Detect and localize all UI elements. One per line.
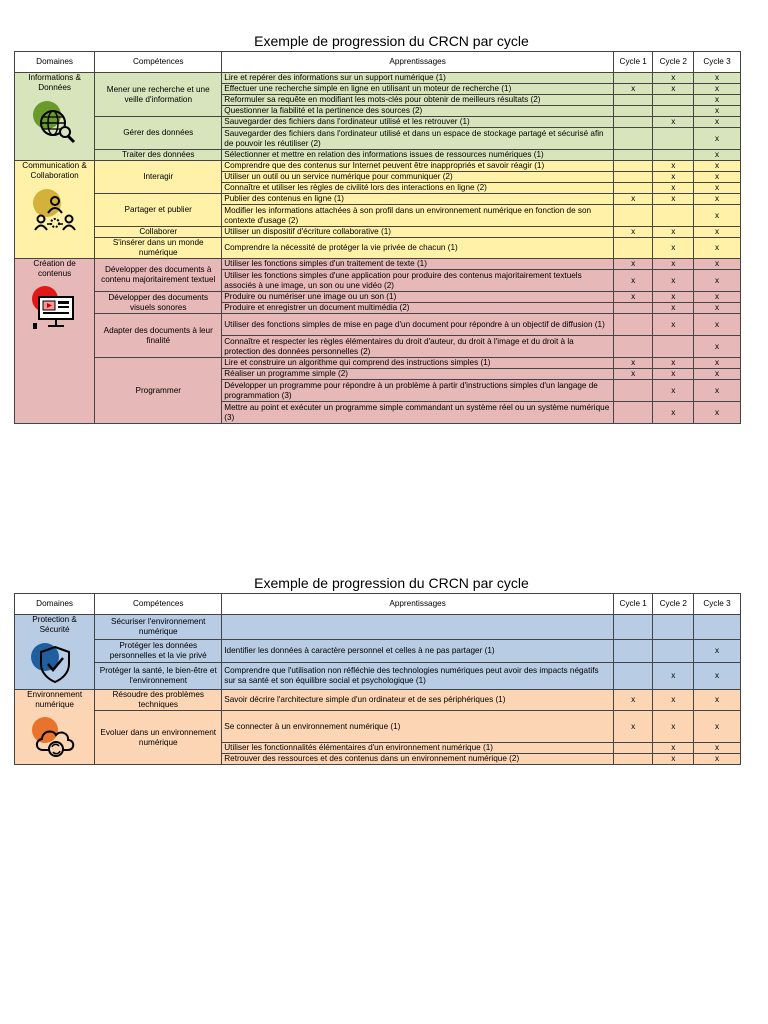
cycle3-cell: x [694, 128, 741, 150]
cycle3-cell: x [694, 172, 741, 183]
competence-cell: Mener une recherche et une veille d'information [95, 73, 222, 117]
cycle1-cell: x [613, 358, 653, 369]
apprentissage-cell: Modifier les informations attachées à son profil dans un environnement numérique en fonction de son contexte d'usage (2) [222, 205, 614, 227]
cycle2-cell: x [653, 358, 694, 369]
table-row [15, 194, 741, 205]
competences-header: Compétences [95, 594, 222, 615]
cycle3-cell: x [694, 161, 741, 172]
apprentissage-cell: Utiliser un outil ou un service numérique pour communiquer (2) [222, 172, 614, 183]
table-row [15, 292, 741, 303]
domaines-header: Domaines [15, 594, 95, 615]
competence-cell: Collaborer [95, 227, 222, 238]
cycle2-cell: x [653, 73, 694, 84]
competence-cell: Résoudre des problèmes techniques [95, 690, 222, 711]
apprentissage-cell [222, 615, 614, 640]
cycle3-cell: x [694, 259, 741, 270]
apprentissage-cell: Produire et enregistrer un document multimédia (2) [222, 303, 614, 314]
cycle2-cell [653, 640, 694, 663]
competences-header: Compétences [95, 52, 222, 73]
competence-cell: Programmer [95, 358, 222, 424]
cycle3-cell: x [694, 369, 741, 380]
cycle1-cell [613, 95, 653, 106]
cycle3-cell: x [694, 711, 741, 743]
cycle2-cell: x [653, 259, 694, 270]
apprentissage-cell: Mettre au point et exécuter un programme simple commandant un système réel ou un système numérique (3) [222, 402, 614, 424]
cycle1-cell: x [613, 259, 653, 270]
cycle3-cell: x [694, 640, 741, 663]
cycle1-cell [613, 128, 653, 150]
cycle1-cell [613, 205, 653, 227]
cycle1-cell: x [613, 270, 653, 292]
competence-cell: Evoluer dans un environnement numérique [95, 711, 222, 765]
table-row [15, 259, 741, 270]
cycle3-cell: x [694, 238, 741, 259]
cycle2-cell: x [653, 183, 694, 194]
domain-cell-environnement-numerique [15, 690, 95, 765]
competence-cell: Gérer des données [95, 117, 222, 150]
apprentissages-header: Apprentissages [222, 52, 614, 73]
apprentissage-cell: Effectuer une recherche simple en ligne en utilisant un moteur de recherche (1) [222, 84, 614, 95]
cycle2-cell: x [653, 303, 694, 314]
cycle1-cell: x [613, 292, 653, 303]
domain-label: Communication & Collaboration [22, 161, 87, 180]
cycle2-cell: x [653, 238, 694, 259]
progression-table-2 [14, 593, 741, 765]
cycle1-cell [613, 754, 653, 765]
cycle1-cell [613, 640, 653, 663]
apprentissage-cell: Utiliser les fonctions simples d'un traitement de texte (1) [222, 259, 614, 270]
cycle1-cell [613, 161, 653, 172]
cycle1-cell [613, 117, 653, 128]
cycle2-cell: x [653, 369, 694, 380]
competence-cell: S'insérer dans un monde numérique [95, 238, 222, 259]
progression-table-1 [14, 51, 741, 424]
cycle3-cell: x [694, 662, 741, 689]
cycle1-cell [613, 238, 653, 259]
cycle1-cell: x [613, 194, 653, 205]
cycle2-cell [653, 615, 694, 640]
cycle1-cell: x [613, 711, 653, 743]
competence-cell: Protéger les données personnelles et la vie privé [95, 640, 222, 663]
cycle2-cell: x [653, 172, 694, 183]
apprentissage-cell: Savoir décrire l'architecture simple d'un ordinateur et de ses périphériques (1) [222, 690, 614, 711]
domain-cell-communication-collaboration [15, 161, 95, 259]
domain-label: Informations & Données [28, 73, 81, 92]
domain-label: Environnement numérique [27, 690, 83, 709]
apprentissage-cell: Retrouver des ressources et des contenus dans un environnement numérique (2) [222, 754, 614, 765]
apprentissage-cell: Utiliser un dispositif d'écriture collaborative (1) [222, 227, 614, 238]
header-row [15, 52, 741, 73]
cycle1-cell [613, 380, 653, 402]
apprentissage-cell: Sélectionner et mettre en relation des informations issues de ressources numériques (1) [222, 150, 614, 161]
table-row [15, 238, 741, 259]
table-row [15, 161, 741, 172]
cycle3-cell: x [694, 314, 741, 336]
cycle2-cell [653, 95, 694, 106]
apprentissage-cell: Utiliser les fonctions simples d'une application pour produire des contenus majoritairement textuels associés à une image, un son ou une vidéo (2) [222, 270, 614, 292]
apprentissage-cell: Se connecter à un environnement numérique (1) [222, 711, 614, 743]
cycle1-cell [613, 743, 653, 754]
cycle2-cell [653, 205, 694, 227]
cycle3-cell: x [694, 690, 741, 711]
cycle2-cell: x [653, 690, 694, 711]
cycle2-cell: x [653, 314, 694, 336]
apprentissage-cell: Utiliser les fonctionnalités élémentaires d'un environnement numérique (1) [222, 743, 614, 754]
cycle1-cell [613, 172, 653, 183]
cycle2-cell: x [653, 380, 694, 402]
domain-cell-creation-de-contenus [15, 259, 95, 424]
cycle3-cell: x [694, 117, 741, 128]
people-network-icon [29, 187, 81, 235]
cycle1-cell [613, 336, 653, 358]
table-row [15, 662, 741, 689]
cycle3-cell: x [694, 194, 741, 205]
shield-check-icon [29, 641, 81, 689]
apprentissage-cell: Comprendre la nécessité de protéger la vie privée de chacun (1) [222, 238, 614, 259]
table-row [15, 314, 741, 336]
cycle3-cell: x [694, 183, 741, 194]
cycle2-cell: x [653, 754, 694, 765]
cycle2-cell: x [653, 117, 694, 128]
cycle3-cell: x [694, 358, 741, 369]
competence-cell: Partager et publier [95, 194, 222, 227]
table-row [15, 150, 741, 161]
cycle1-cell [613, 402, 653, 424]
cycle3-cell: x [694, 754, 741, 765]
cycle2-cell: x [653, 743, 694, 754]
apprentissage-cell: Développer un programme pour répondre à un problème à partir d'instructions simples d'un langage de programmation (3) [222, 380, 614, 402]
cycle3-cell: x [694, 73, 741, 84]
table-row [15, 73, 741, 84]
cycle3-cell: x [694, 402, 741, 424]
apprentissage-cell: Lire et repérer des informations sur un support numérique (1) [222, 73, 614, 84]
cycle3-cell: x [694, 205, 741, 227]
cycle2-cell: x [653, 292, 694, 303]
apprentissage-cell: Connaître et respecter les règles élémentaires du droit d'auteur, du droit à l'image et du droit à la protection des données personnelles (2) [222, 336, 614, 358]
domain-label: Protection & Sécurité [32, 615, 77, 634]
cycle2-header: Cycle 2 [653, 52, 694, 73]
cycle2-cell [653, 336, 694, 358]
cycle3-cell: x [694, 227, 741, 238]
cycle1-cell: x [613, 690, 653, 711]
cycle1-cell [613, 314, 653, 336]
table1-title: Exemple de progression du CRCN par cycle [254, 33, 529, 49]
apprentissage-cell: Publier des contenus en ligne (1) [222, 194, 614, 205]
cycle3-cell: x [694, 84, 741, 95]
cycle2-cell [653, 150, 694, 161]
apprentissage-cell: Comprendre que l'utilisation non réfléchie des technologies numériques peut avoir des impacts négatifs sur sa santé et son équilibre social et psychologique (1) [222, 662, 614, 689]
apprentissage-cell: Produire ou numériser une image ou un son (1) [222, 292, 614, 303]
apprentissage-cell: Réaliser un programme simple (2) [222, 369, 614, 380]
table-row [15, 711, 741, 743]
globe-search-icon [29, 99, 81, 147]
competence-cell: Traiter des données [95, 150, 222, 161]
cycle2-cell: x [653, 270, 694, 292]
apprentissage-cell: Lire et construire un algorithme qui comprend des instructions simples (1) [222, 358, 614, 369]
table-row [15, 358, 741, 369]
apprentissage-cell: Connaître et utiliser les règles de civilité lors des interactions en ligne (2) [222, 183, 614, 194]
table-row [15, 690, 741, 711]
cycle3-header: Cycle 3 [694, 594, 741, 615]
cycle1-cell [613, 73, 653, 84]
domain-cell-informations-donnees [15, 73, 95, 161]
cycle1-cell [613, 106, 653, 117]
header-row [15, 594, 741, 615]
cycle3-cell: x [694, 150, 741, 161]
table-row [15, 615, 741, 640]
apprentissage-cell: Reformuler sa requête en modifiant les mots-clés pour obtenir de meilleurs résultats (2) [222, 95, 614, 106]
cycle2-cell: x [653, 402, 694, 424]
cycle1-cell [613, 150, 653, 161]
competence-cell: Protéger la santé, le bien-être et l'environnement [95, 662, 222, 689]
cycle3-cell: x [694, 336, 741, 358]
cycle3-cell: x [694, 303, 741, 314]
competence-cell: Adapter des documents à leur finalité [95, 314, 222, 358]
cycle2-header: Cycle 2 [653, 594, 694, 615]
domaines-header: Domaines [15, 52, 95, 73]
apprentissage-cell: Sauvegarder des fichiers dans l'ordinateur utilisé et dans un espace de stockage partagé et sécurisé afin de pouvoir les réutiliser (2) [222, 128, 614, 150]
cycle3-cell: x [694, 743, 741, 754]
apprentissage-cell: Utiliser des fonctions simples de mise en page d'un document pour répondre à un objectif de diffusion (1) [222, 314, 614, 336]
apprentissages-header: Apprentissages [222, 594, 614, 615]
cycle2-cell: x [653, 227, 694, 238]
cycle3-cell: x [694, 380, 741, 402]
table-row [15, 117, 741, 128]
cycle3-cell: x [694, 106, 741, 117]
competence-cell: Sécuriser l'environnement numérique [95, 615, 222, 640]
cycle1-header: Cycle 1 [613, 52, 653, 73]
cycle2-cell: x [653, 711, 694, 743]
cycle1-cell: x [613, 369, 653, 380]
competence-cell: Développer des documents à contenu majoritairement textuel [95, 259, 222, 292]
cycle2-cell [653, 106, 694, 117]
table-row [15, 227, 741, 238]
multimedia-screen-icon [29, 285, 81, 333]
cycle1-cell [613, 662, 653, 689]
cycle3-header: Cycle 3 [694, 52, 741, 73]
domain-cell-protection-securite [15, 615, 95, 690]
cycle1-cell [613, 183, 653, 194]
cycle2-cell: x [653, 194, 694, 205]
cycle1-cell: x [613, 84, 653, 95]
apprentissage-cell: Comprendre que des contenus sur Internet peuvent être inappropriés et savoir réagir (1) [222, 161, 614, 172]
cycle1-cell [613, 615, 653, 640]
cycle2-cell [653, 128, 694, 150]
apprentissage-cell: Sauvegarder des fichiers dans l'ordinateur utilisé et les retrouver (1) [222, 117, 614, 128]
cycle1-cell: x [613, 227, 653, 238]
cloud-sync-icon [29, 716, 81, 764]
cycle3-cell: x [694, 270, 741, 292]
cycle1-cell [613, 303, 653, 314]
competence-cell: Interagir [95, 161, 222, 194]
cycle1-header: Cycle 1 [613, 594, 653, 615]
cycle3-cell: x [694, 292, 741, 303]
cycle2-cell: x [653, 84, 694, 95]
apprentissage-cell: Questionner la fiabilité et la pertinence des sources (2) [222, 106, 614, 117]
apprentissage-cell: Identifier les données à caractère personnel et celles à ne pas partager (1) [222, 640, 614, 663]
cycle3-cell [694, 615, 741, 640]
competence-cell: Développer des documents visuels sonores [95, 292, 222, 314]
cycle2-cell: x [653, 662, 694, 689]
table-row [15, 640, 741, 663]
domain-label: Création de contenus [33, 259, 76, 278]
table2-title: Exemple de progression du CRCN par cycle [254, 575, 529, 591]
cycle3-cell: x [694, 95, 741, 106]
cycle2-cell: x [653, 161, 694, 172]
